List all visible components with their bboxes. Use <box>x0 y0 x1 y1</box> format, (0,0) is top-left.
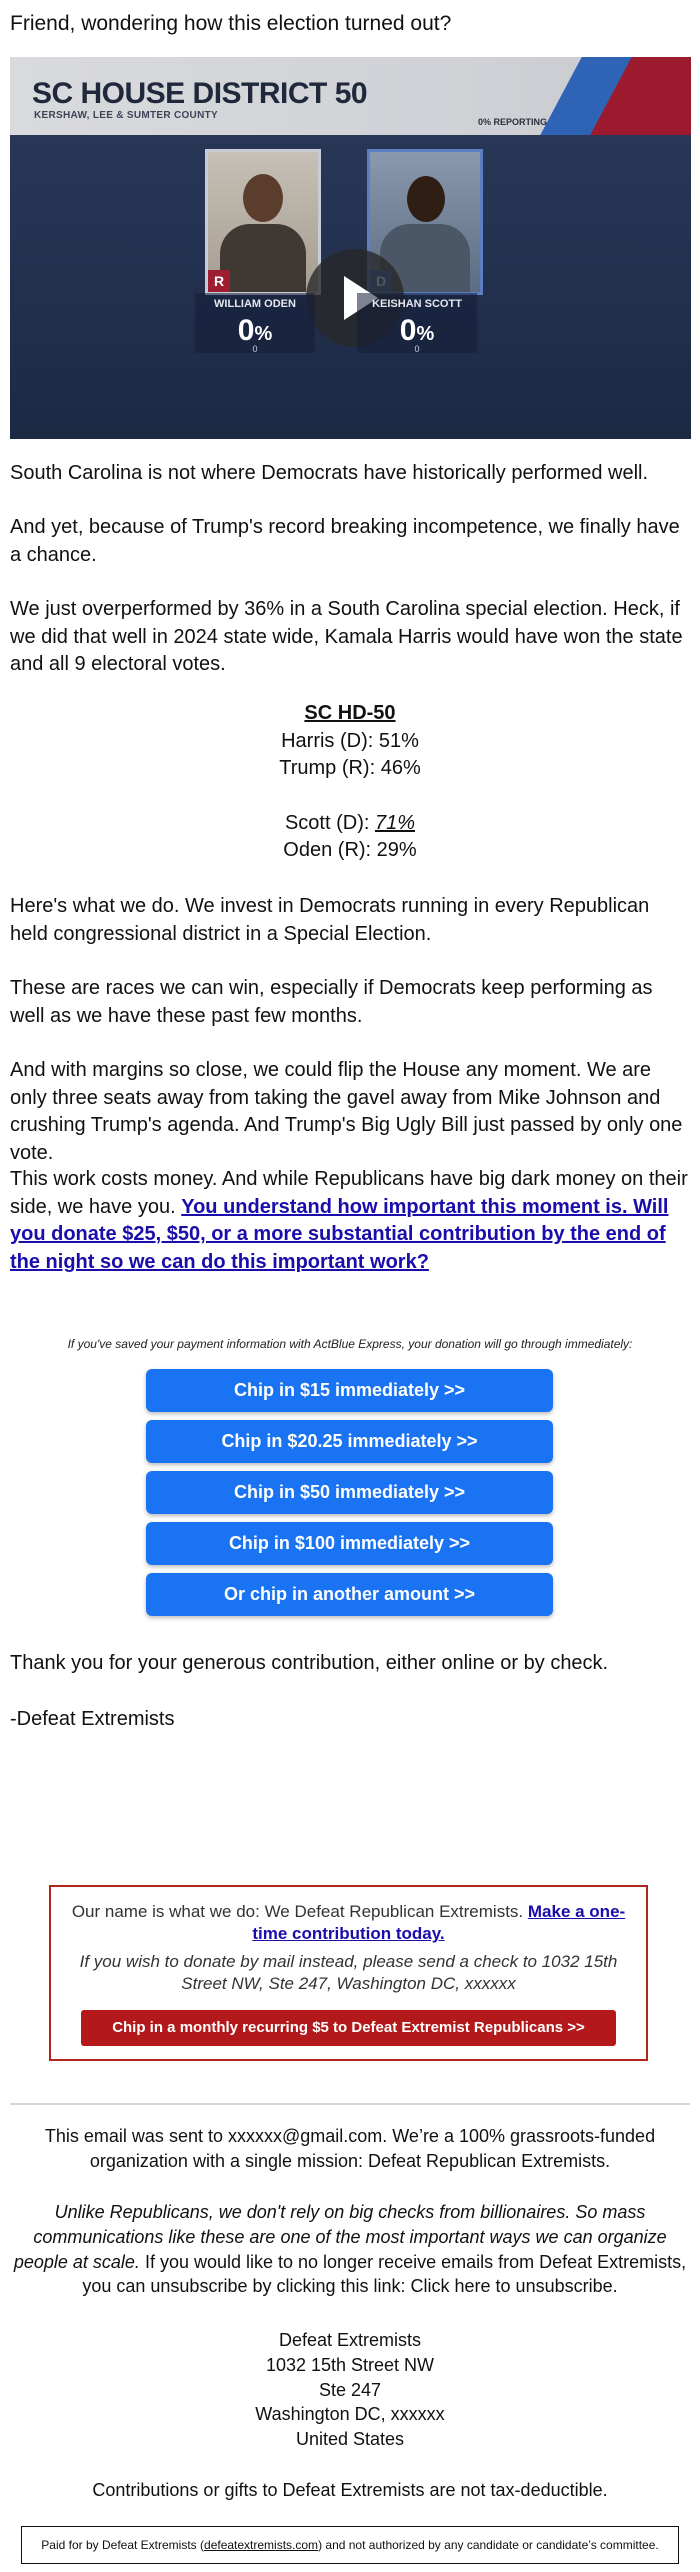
chip-in-20-25-button[interactable]: Chip in $20.25 immediately >> <box>146 1420 553 1463</box>
oden-body <box>220 224 306 294</box>
trump-result: Trump (R): 46% <box>279 757 421 780</box>
reporting-label: 0% REPORTING <box>478 117 548 127</box>
unsubscribe-link[interactable]: If you would like to no longer receive emails from Defeat Extremists, you can unsubscribe by clicking this link: Click here to unsubscribe. <box>82 2251 687 2297</box>
paid-for-disclaimer: Paid for by Defeat Extremists (defeatextremists.com) and not authorized by any candidate or candidate’s committee. <box>21 2526 679 2564</box>
party-tag-r: R <box>208 270 230 292</box>
thank-you-text: Thank you for your generous contribution, either online or by check. <box>10 1652 609 1674</box>
candidate-votes-scott: 0 <box>414 344 420 354</box>
one-time-contribution-link[interactable]: Make a one-time contribution today. <box>252 1902 626 1944</box>
mailing-address: Defeat Extremists 1032 15th Street NW Ste 247 Washington DC, xxxxxx United States <box>255 2330 445 2450</box>
monthly-recurring-button[interactable]: Chip in a monthly recurring $5 to Defeat Extremist Republicans >> <box>81 2010 616 2046</box>
candidate-photo-oden <box>205 149 321 295</box>
oden-result: Oden (R): 29% <box>283 839 417 862</box>
candidate-pct-scott: 0% <box>399 314 435 347</box>
paragraph: We just overperformed by 36% in a South Carolina special election. Heck, if we did that well in 2024 state wide, Kamala Harris would have won the state and all 9 electoral votes. <box>10 598 683 676</box>
chip-in-15-button[interactable]: Chip in $15 immediately >> <box>146 1369 553 1412</box>
signoff-text: -Defeat Extremists <box>10 1708 175 1730</box>
candidate-name-oden: WILLIAM ODEN <box>214 298 296 310</box>
donation-appeal: This work costs money. And while Republicans have big dark money on their side, we have you. You understand how important this moment is. Will you donate $25, $50, or a more substantial contribution by the end of the night so we can do this important work? <box>10 1168 688 1273</box>
tax-notice: Contributions or gifts to Defeat Extremists are not tax-deductible. <box>92 2480 608 2500</box>
footer-donate-box <box>49 1885 648 2061</box>
paragraph: And with margins so close, we could flip the House any moment. We are only three seats away from taking the gavel away from Mike Johnson and crushing Trump's agenda. And Trump's Big Ugly Bill just passed by only one vote. <box>10 1059 683 1164</box>
hero-title: SC HOUSE DISTRICT 50 <box>32 77 368 110</box>
oden-head <box>243 174 283 222</box>
scott-head <box>407 176 445 222</box>
candidate-pct-oden: 0% <box>237 314 273 347</box>
scott-result: Scott (D): 71% <box>284 811 416 834</box>
results-heading: SC HD-50 <box>304 702 396 724</box>
footer-box-intro: Our name is what we do: We Defeat Republican Extremists. Make a one-time contribution today. <box>71 1902 626 1944</box>
hero-subtitle: KERSHAW, LEE & SUMTER COUNTY <box>34 110 218 121</box>
chip-in-other-amount-button[interactable]: Or chip in another amount >> <box>146 1573 553 1616</box>
results-summary <box>10 700 690 865</box>
candidate-name-scott: KEISHAN SCOTT <box>372 298 462 310</box>
unsubscribe-notice: Unlike Republicans, we don't rely on big checks from billionaires. So mass communications like these are one of the most important ways we can organize people at scale. If you would like to no longer receive emails from Defeat Extremists, you can unsubscribe by clicking this link: Click here to unsubscribe. <box>13 2202 687 2297</box>
email-sent-notice: This email was sent to xxxxxx@gmail.com. We’re a 100% grassroots-funded organization with a single mission: Defeat Republican Extremists. <box>44 2126 656 2171</box>
chip-in-50-button[interactable]: Chip in $50 immediately >> <box>146 1471 553 1514</box>
mail-donation-text: If you wish to donate by mail instead, please send a check to 1032 15th Street NW, Ste 247, Washington DC, xxxxxx <box>79 1952 618 1994</box>
paragraph: South Carolina is not where Democrats have historically performed well. <box>10 462 649 484</box>
chip-in-100-button[interactable]: Chip in $100 immediately >> <box>146 1522 553 1565</box>
footer-divider <box>10 2103 690 2105</box>
candidate-votes-oden: 0 <box>252 344 258 354</box>
website-link[interactable]: defeatextremists.com <box>204 2538 319 2552</box>
paragraph: These are races we can win, especially if Democrats keep performing as well as we have these past few months. <box>10 977 653 1027</box>
donate-link[interactable]: You understand how important this moment is. Will you donate $25, $50, or a more substantial contribution by the end of the night so we can do this important work? <box>10 1195 669 1273</box>
election-results-video[interactable] <box>10 57 691 439</box>
actblue-note: If you've saved your payment information with ActBlue Express, your donation will go through immediately: <box>67 1337 633 1351</box>
harris-result: Harris (D): 51% <box>281 729 419 752</box>
greeting-text: Friend, wondering how this election turned out? <box>10 12 452 35</box>
paragraph: And yet, because of Trump's record breaking incompetence, we finally have a chance. <box>10 516 680 566</box>
paragraph: Here's what we do. We invest in Democrats running in every Republican held congressional district in a Special Election. <box>10 895 650 945</box>
